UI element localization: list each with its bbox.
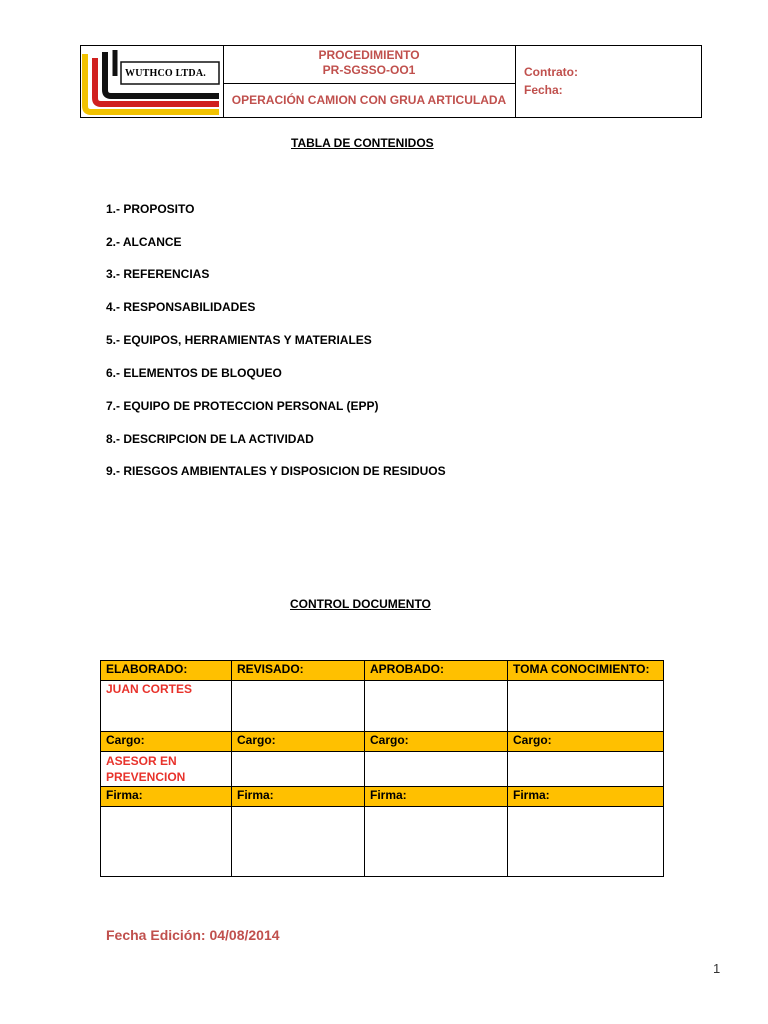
- header-middle: [223, 46, 516, 117]
- logo-cell: [81, 46, 224, 117]
- table-row: [101, 681, 664, 732]
- cargo-label: Cargo:: [101, 732, 232, 752]
- firma-cell: [101, 807, 232, 877]
- doc-type: PROCEDIMIENTO: [318, 48, 420, 62]
- cargo-elaborado: ASESOR EN PREVENCION: [101, 752, 232, 787]
- company-logo: [81, 46, 223, 117]
- table-row: [101, 732, 664, 752]
- name-toma-conocimiento: [508, 681, 664, 732]
- firma-label: Firma:: [365, 787, 508, 807]
- toc-item: 9.- RIESGOS AMBIENTALES Y DISPOSICION DE RESIDUOS: [106, 464, 446, 478]
- name-revisado: [232, 681, 365, 732]
- header-elaborado: ELABORADO:: [101, 661, 232, 681]
- name-elaborado: JUAN CORTES: [101, 681, 232, 732]
- name-aprobado: [365, 681, 508, 732]
- cargo-label: Cargo:: [508, 732, 664, 752]
- table-row: [101, 661, 664, 681]
- cargo-revisado: [232, 752, 365, 787]
- toc-item: 1.- PROPOSITO: [106, 202, 195, 216]
- firma-label: Firma:: [508, 787, 664, 807]
- toc-item: 3.- REFERENCIAS: [106, 267, 210, 281]
- firma-cell: [365, 807, 508, 877]
- firma-cell: [508, 807, 664, 877]
- table-row: [101, 787, 664, 807]
- header-aprobado: APROBADO:: [365, 661, 508, 681]
- toc-item: 2.- ALCANCE: [106, 235, 182, 249]
- control-table: [100, 660, 664, 877]
- document-header: [80, 45, 702, 118]
- toc-item: 6.- ELEMENTOS DE BLOQUEO: [106, 366, 282, 380]
- header-toma-conocimiento: TOMA CONOCIMIENTO:: [508, 661, 664, 681]
- control-title: CONTROL DOCUMENTO: [290, 597, 431, 611]
- header-revisado: REVISADO:: [232, 661, 365, 681]
- firma-label: Firma:: [101, 787, 232, 807]
- cargo-aprobado: [365, 752, 508, 787]
- firma-cell: [232, 807, 365, 877]
- page-number: 1: [713, 961, 721, 976]
- doc-title: OPERACIÓN CAMION CON GRUA ARTICULADA: [231, 93, 507, 107]
- table-row: [101, 807, 664, 877]
- contrato-label: Contrato:: [524, 65, 578, 79]
- toc-title: TABLA DE CONTENIDOS: [291, 136, 434, 150]
- toc-item: 5.- EQUIPOS, HERRAMIENTAS Y MATERIALES: [106, 333, 372, 347]
- cargo-label: Cargo:: [232, 732, 365, 752]
- toc-item: 8.- DESCRIPCION DE LA ACTIVIDAD: [106, 432, 314, 446]
- header-right: [516, 46, 701, 117]
- fecha-edicion: Fecha Edición: 04/08/2014: [106, 927, 280, 943]
- doc-code: PR-SGSSO-OO1: [322, 63, 416, 77]
- cargo-toma-conocimiento: [508, 752, 664, 787]
- header-doc-id: [223, 46, 515, 84]
- firma-label: Firma:: [232, 787, 365, 807]
- fecha-label: Fecha:: [524, 83, 563, 97]
- cargo-label: Cargo:: [365, 732, 508, 752]
- toc-item: 4.- RESPONSABILIDADES: [106, 300, 256, 314]
- toc-item: 7.- EQUIPO DE PROTECCION PERSONAL (EPP): [106, 399, 379, 413]
- company-name: WUTHCO LTDA.: [125, 68, 206, 79]
- table-row: [101, 752, 664, 787]
